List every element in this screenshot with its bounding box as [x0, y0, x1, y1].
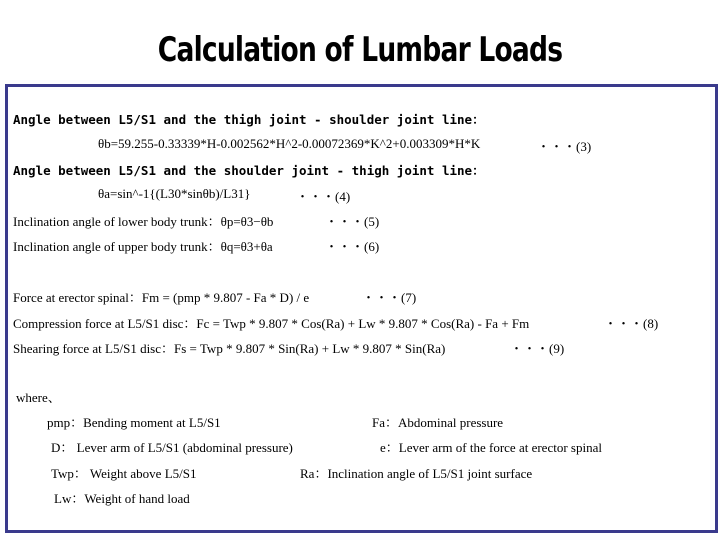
equation-4: θa=sin^-1{(L30*sinθb)/L31} [98, 186, 251, 201]
equation-6-number: ・・・(6) [325, 239, 380, 254]
equation-5: Inclination angle of lower body trunk：θp=θ3−θb [13, 214, 274, 229]
equation-5-number: ・・・(5) [325, 214, 380, 229]
def-pmp: pmp：Bending moment at L5/S1 [47, 415, 221, 430]
equation-4-number: ・・・(4) [296, 189, 351, 204]
equation-8-number: ・・・(8) [604, 316, 659, 331]
equation-3: θb=59.255-0.33339*H-0.002562*H^2-0.00072369*K^2+0.003309*H*K [98, 136, 481, 151]
equation-7-number: ・・・(7) [362, 290, 417, 305]
page-title: Calculation of Lumbar Loads [157, 30, 563, 70]
equation-9-number: ・・・(9) [510, 341, 565, 356]
shoulder-angle-heading: Angle between L5/S1 and the shoulder joint - thigh joint line： [13, 163, 485, 178]
where-label: where、 [16, 390, 61, 405]
def-ra: Ra：Inclination angle of L5/S1 joint surface [300, 466, 533, 481]
equation-9: Shearing force at L5/S1 disc：Fs = Twp * 9.807 * Sin(Ra) + Lw * 9.807 * Sin(Ra) [13, 341, 446, 356]
def-fa: Fa：Abdominal pressure [372, 415, 504, 430]
equation-7: Force at erector spinal：Fm = (pmp * 9.807 - Fa * D) / e [13, 290, 310, 305]
equation-6: Inclination angle of upper body trunk：θq=θ3+θa [13, 239, 273, 254]
def-twp: Twp： Weight above L5/S1 [51, 466, 197, 481]
def-d: D： Lever arm of L5/S1 (abdominal pressure) [51, 440, 293, 455]
def-e: e：Lever arm of the force at erector spinal [380, 440, 602, 455]
equation-3-number: ・・・(3) [537, 139, 592, 154]
thigh-angle-heading: Angle between L5/S1 and the thigh joint - shoulder joint line： [13, 112, 485, 127]
def-lw: Lw：Weight of hand load [54, 491, 190, 506]
equation-8: Compression force at L5/S1 disc：Fc = Twp * 9.807 * Cos(Ra) + Lw * 9.807 * Cos(Ra) - Fa + Fm [13, 316, 530, 331]
